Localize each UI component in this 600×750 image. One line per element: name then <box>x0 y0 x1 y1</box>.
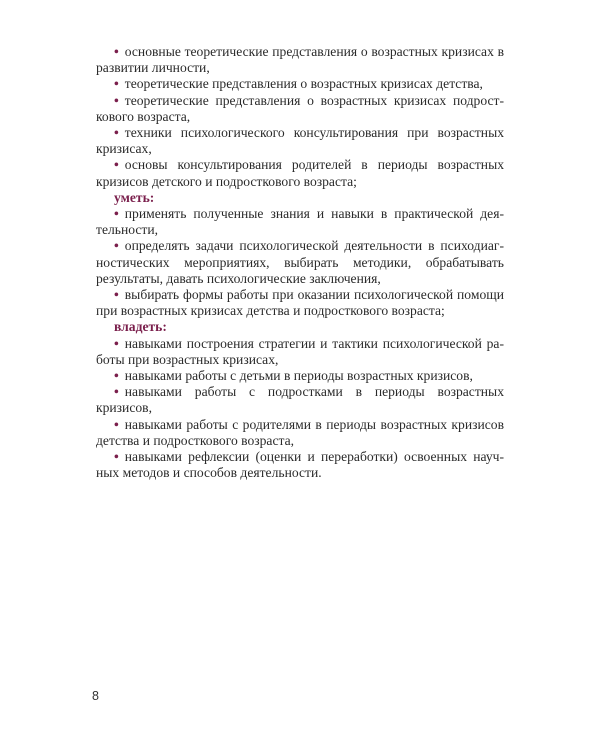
bullet-icon: • <box>114 238 119 254</box>
list-item <box>96 417 504 449</box>
list-item <box>96 238 504 287</box>
list-item-text: теоретические представления о возрастных кризисах детства, <box>124 76 483 92</box>
list-item <box>96 157 504 189</box>
section-heading-vladet: владеть: <box>114 319 167 335</box>
list-item <box>96 449 504 481</box>
list-item-text: определять задачи психологической деятельности в психодиагностических мероприятиях, выбирать методики, обрабатывать результаты, давать психологические заключения, <box>96 238 504 286</box>
bullet-icon: • <box>114 92 119 108</box>
list-item <box>96 206 504 238</box>
list-item-text: основы консультирования родителей в периоды возрастных кризисов детского и подросткового возраста; <box>96 157 504 189</box>
list-item <box>96 336 504 368</box>
bullet-icon: • <box>114 335 119 351</box>
list-item-text: применять полученные знания и навыки в практической деятельности, <box>96 206 504 238</box>
list-item-text: выбирать формы работы при оказании психологической помощи при возрастных кризисах детства и подросткового возраста; <box>96 287 504 319</box>
list-item-text: навыками построения стратегии и тактики психологической работы при возрастных кризисах, <box>96 335 504 367</box>
list-item <box>96 384 504 416</box>
list-item <box>96 287 504 319</box>
list-item-text: навыками работы с родителями в периоды возрастных кризисов детства и подросткового возраста, <box>96 416 504 448</box>
list-item-text: техники психологического консультирования при возрастных кризисах, <box>96 125 504 157</box>
bullet-icon: • <box>114 76 119 92</box>
bullet-icon: • <box>114 449 119 465</box>
list-item-text: навыками работы с подростками в периоды возрастных кризисов, <box>96 384 504 416</box>
list-item-text: навыками рефлексии (оценки и переработки) освоенных научных методов и способов деятельности. <box>96 449 504 481</box>
list-item <box>96 93 504 125</box>
bullet-icon: • <box>114 157 119 173</box>
bullet-icon: • <box>114 384 119 400</box>
list-item <box>96 76 504 92</box>
list-item <box>96 368 504 384</box>
page-number: 8 <box>92 689 99 703</box>
bullet-icon: • <box>114 44 119 59</box>
section-heading-umet: уметь: <box>114 189 155 205</box>
bullet-icon: • <box>114 416 119 432</box>
list-item-text: основные теоретические представления о возрастных кризисах в развитии личности, <box>96 44 504 76</box>
bullet-icon: • <box>114 125 119 141</box>
list-item <box>96 44 504 76</box>
bullet-icon: • <box>114 368 119 384</box>
body-text <box>96 44 504 481</box>
list-item-text: теоретические представления о возрастных кризисах подросткового возраста, <box>96 92 504 124</box>
bullet-icon: • <box>114 206 119 222</box>
bullet-icon: • <box>114 287 119 303</box>
list-item <box>96 125 504 157</box>
list-item-text: навыками работы с детьми в периоды возрастных кризисов, <box>124 368 473 384</box>
